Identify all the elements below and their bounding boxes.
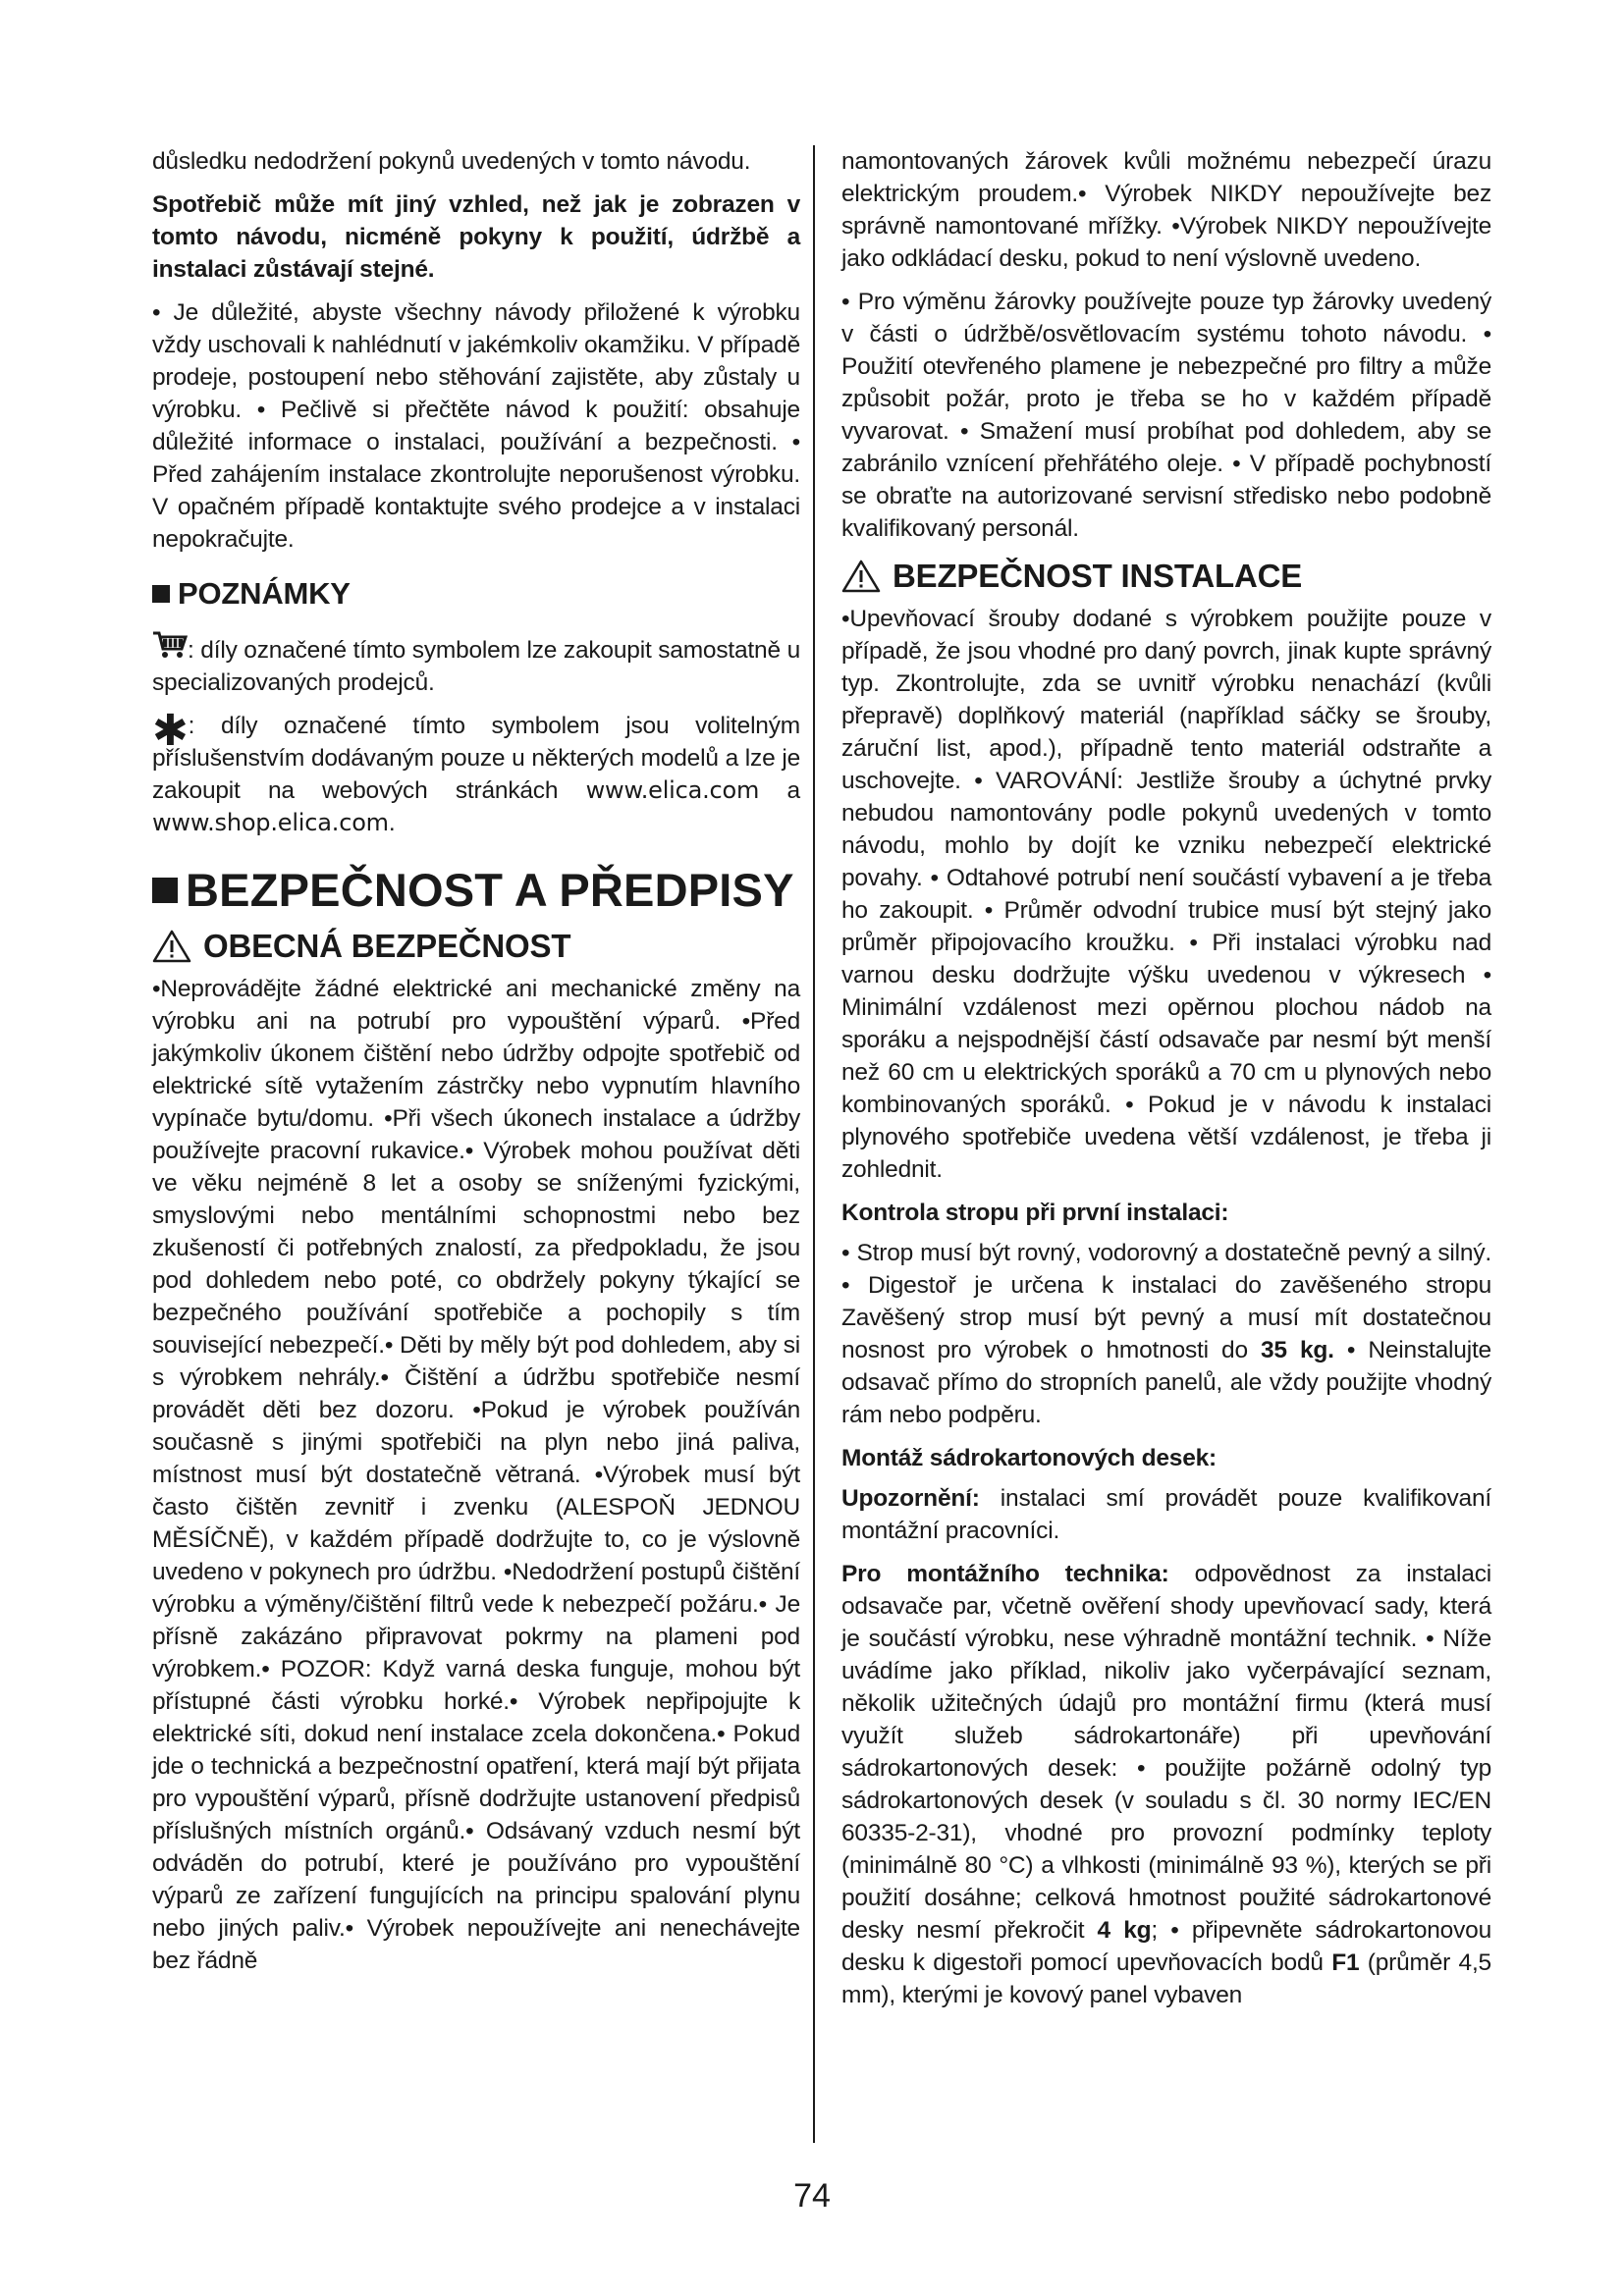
elica-link[interactable]: www.elica.com [585,776,760,804]
technician-paragraph: Pro montážního technika: odpovědnost za instalaci odsavače par, včetně ověření shody upevňovací sady, která je součástí výrobku, nese výhradně montážní technik. • Níže uvádíme jako příklad, nikoliv jako vyčerpávající seznam, několik užitečných údajů pro montážní firmu (která musí využít služeb sádrokartonáře) při upevňování sádrokartonových desek: • použijte požárně odolný typ sádrokartonových desek (v souladu s čl. 30 normy IEC/EN 60335-2-31), vhodné pro provozní podmínky teploty (minimálně 80 °C) a vlhkosti (minimálně 93 %), kterých se při použití dosáhne; celková hmotnost použité sádrokartonové desky nesmí překročit 4 kg; • připevněte sádrokartonovou desku k digestoři pomocí upevňovacích bodů F1 (průměr 4,5 mm), kterými je kovový panel vybaven [841,1561,1492,2008]
warning-triangle-icon [152,930,191,963]
notes-heading: POZNÁMKY [152,575,800,613]
installation-paragraph: •Upevňovací šrouby dodané s výrobkem použijte pouze v případě, že jsou vhodné pro daný povrch, jinak kupte správný typ. Zkontrolujte, zda se uvnitř výrobku nenachází (kvůli přepravě) doplňkový materiál (například sáčky se šrouby, záruční list, apod.), případně tento materiál odstraňte a uschovejte. • VAROVÁNÍ: Jestliže šrouby a úchytné prvky nebudou namontovány podle pokynů uvedených v tomto návodu, mohlo by dojít ke vzniku nebezpečí elektrické povahy. • Odtahové potrubí není součástí vybavení a je třeba ho zakoupit. • Průměr odvodní trubice musí být stejný jako průměr připojovacího kroužku. • Při instalaci výrobku nad varnou desku dodržujte výšku uvedenou v výkresech • Minimální vzdálenost mezi opěrnou plochou nádob na sporáku a nejspodnější částí odsavače par nesmí být menší než 60 cm u elektrických sporáků a 70 cm u plynových nebo kombinovaných sporáků. • Pokud je v návodu k instalaci plynového spotřebiče uvedena větší vzdálenost, je třeba ji zohlednit. [841,606,1491,1183]
shopping-cart-icon [152,630,188,660]
heading-square-icon [152,585,170,603]
note-cart: : díly označené tímto symbolem lze zakoupit samostatně u specializovaných prodejců. [152,630,800,699]
heading-square-icon [152,878,178,903]
appearance-note: Spotřebič může mít jiný vzhled, než jak je zobrazen v tomto návodu, nicméně pokyny k použití, údržbě a instalaci zůstávají stejné. [152,191,800,283]
note-star: ✱: díly označené tímto symbolem jsou volitelným příslušenstvím dodávaným pouze u některých modelů a lze je zakoupit na webových stránkách www.elica.com a www.shop.elica.com. [152,707,800,836]
elica-shop-link[interactable]: www.shop.elica.com [152,809,389,836]
keep-manuals-paragraph: • Je důležité, abyste všechny návody přiložené k výrobku vždy uschovali k nahlédnutí v jakémkoliv okamžiku. V případě prodeje, postoupení nebo stěhování zajistěte, aby zůstaly u výrobku. • Pečlivě si přečtěte návod k použití: obsahuje důležité informace o instalaci, používání a bezpečnosti. • Před zahájením instalace zkontrolujte neporušenost výrobku. V opačném případě kontaktujte svého prodejce a v instalaci nepokračujte. [152,299,800,553]
bulb-paragraph: • Pro výměnu žárovky používejte pouze typ žárovky uvedený v části o údržbě/osvětlovacím systému tohoto návodu. • Použití otevřeného plamene je nebezpečné pro filtry a může způsobit požár, proto je třeba se ho v každém případě vyvarovat. • Smažení musí probíhat pod dohledem, aby se zabránilo vznícení přehřátého oleje. • V případě pochybností se obraťte na autorizované servisní středisko nebo podobně kvalifikovaný personál. [841,289,1491,542]
left-column [152,145,800,1988]
installation-safety-heading: BEZPEČNOST INSTALACE [841,556,1491,597]
column-divider [813,145,815,2143]
page-number: 74 [793,2177,831,2215]
right-column [841,145,1491,2022]
continued-paragraph: namontovaných žárovek kvůli možnému nebezpečí úrazu elektrickým proudem.• Výrobek NIKDY nepoužívejte bez správně namontované mřížky. •Výrobek NIKDY nepoužívejte jako odkládací desku, pokud to není výslovně uvedeno. [841,148,1491,272]
warning-paragraph: Upozornění: instalaci smí provádět pouze kvalifikovaní montážní pracovníci. [841,1485,1491,1544]
warning-triangle-icon [841,560,881,593]
safety-regulations-heading: BEZPEČNOST A PŘEDPISY [152,863,800,918]
general-safety-heading: OBECNÁ BEZPEČNOST [152,926,800,967]
ceiling-paragraph: • Strop musí být rovný, vodorovný a dostatečně pevný a silný. • Digestoř je určena k instalaci do zavěšeného stropu Zavěšený strop musí být pevný a musí mít dostatečnou nosnost pro výrobek o hmotnosti do 35 kg. • Neinstalujte odsavač přímo do stropních panelů, ale vždy použijte vhodný rám nebo podpěru. [841,1240,1491,1428]
intro-paragraph: důsledku nedodržení pokynů uvedených v tomto návodu. [152,148,751,175]
general-safety-paragraph: •Neprovádějte žádné elektrické ani mechanické změny na výrobku ani na potrubí pro vypouštění výparů. •Před jakýmkoliv úkonem čištění nebo údržby odpojte spotřebič od elektrické sítě vytažením zástrčky nebo vypnutím hlavního vypínače bytu/domu. •Při všech úkonech instalace a údržby používejte pracovní rukavice.• Výrobek mohou používat děti ve věku nejméně 8 let a osoby se sníženými fyzickými, smyslovými nebo mentálními schopnostmi nebo bez zkušeností či potřebných znalostí, za předpokladu, že jsou pod dohledem nebo poté, co obdržely pokyny týkající se bezpečného používání spotřebiče a pochopily s tím související nebezpečí.• Děti by měly být pod dohledem, aby si s výrobkem nehrály.• Čištění a údržbu spotřebiče nesmí provádět děti bez dozoru. •Pokud je výrobek používán současně s jinými spotřebiči na plyn nebo jiná paliva, místnost musí být dostatečně větraná. •Výrobek musí být často čištěn zevnitř i zvenku (ALESPOŇ JEDNOU MĚSÍČNĚ), v každém případě dodržujte to, co je výslovně uvedeno v pokynech pro údržbu. •Nedodržení postupů čištění výrobku a výměny/čištění filtrů vede k nebezpečí požáru.• Je přísně zakázáno připravovat pokrmy na plameni pod výrobkem.• POZOR: Když varná deska funguje, mohou být přístupné části výrobku horké.• Výrobek nepřipojujte k elektrické síti, dokud není instalace zcela dokončena.• Pokud jde o technická a bezpečnostní opatření, která mají být přijata pro vypouštění výparů, přísně dodržujte ustanovení předpisů příslušných místních orgánů.• Odsávaný vzduch nesmí být odváděn do potrubí, které je používáno pro vypouštění výparů ze zařízení fungujících na principu spalování plynu nebo jiných paliv.• Výrobek nepoužívejte ani nenechávejte bez řádně [152,976,800,1974]
asterisk-icon: ✱ [152,707,189,755]
drywall-heading: Montáž sádrokartonových desek: [841,1445,1218,1471]
ceiling-check-heading: Kontrola stropu při první instalaci: [841,1200,1229,1226]
